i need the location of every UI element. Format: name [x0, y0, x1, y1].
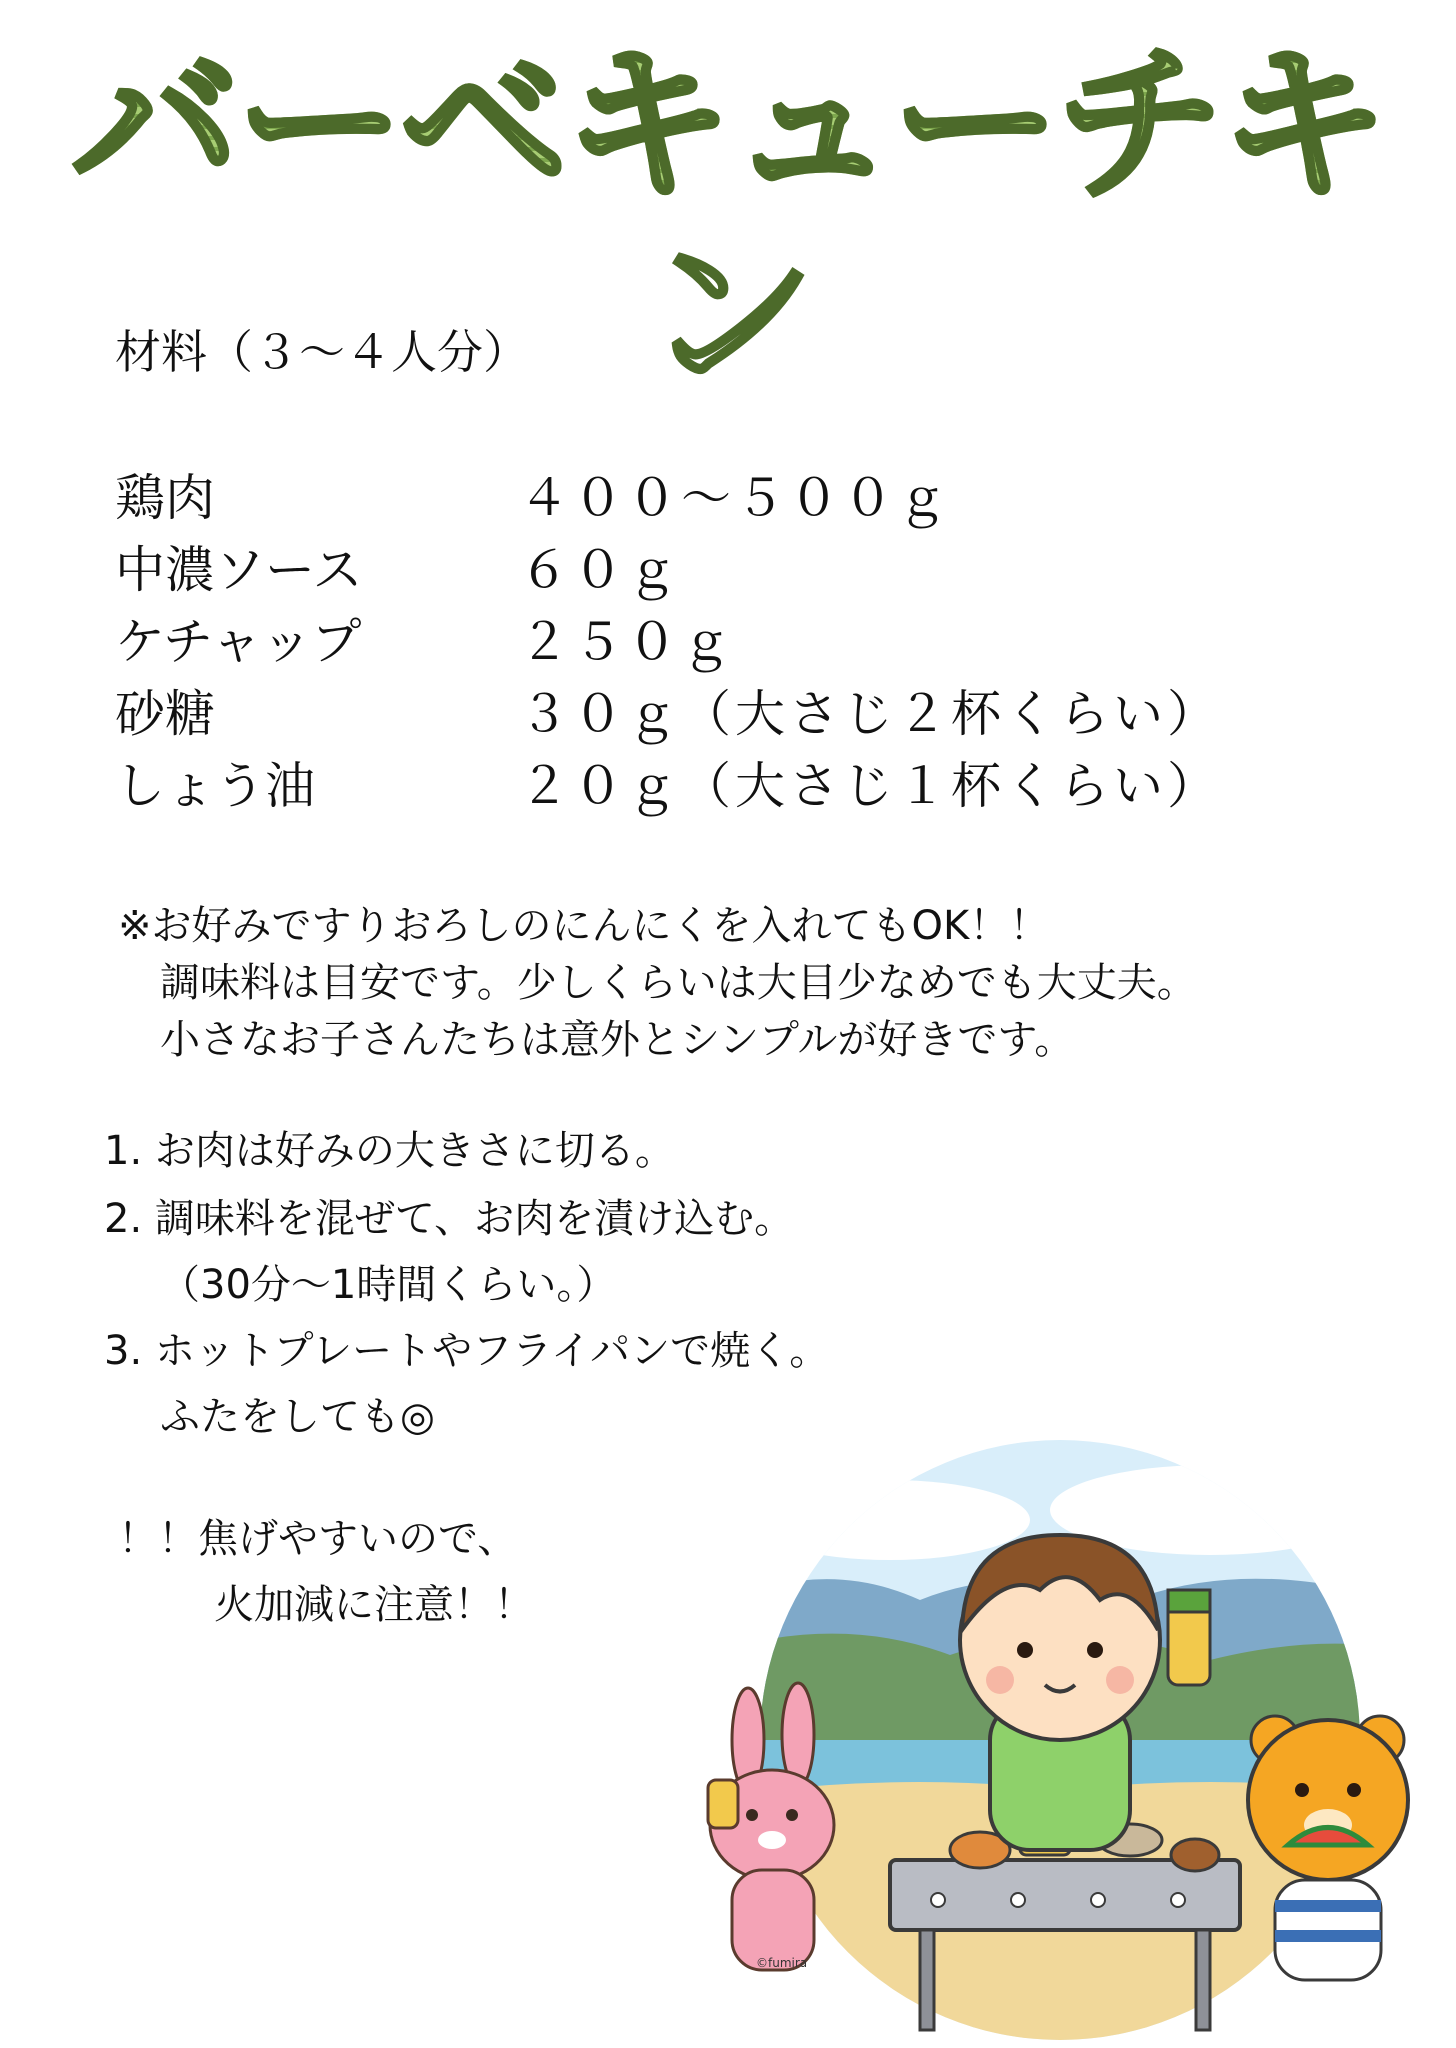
ingredient-amount: ２５０ｇ [519, 613, 735, 671]
ingredient-amount: ４００～５００ｇ [519, 469, 951, 527]
ingredient-name: 鶏肉 [115, 469, 215, 527]
ingredient-row [115, 678, 1315, 750]
ingredients-heading: 材料（３～４人分） [115, 325, 529, 379]
ingredient-row [115, 462, 1315, 534]
ingredient-row [115, 606, 1315, 678]
warning-line: 火加減に注意！！ [214, 1582, 534, 1628]
note-line: 小さなお子さんたちは意外とシンプルが好きです。 [160, 1017, 1075, 1063]
ingredient-row [115, 534, 1315, 606]
ingredient-name: 中濃ソース [115, 541, 363, 599]
note-line: ※お好みですりおろしのにんにくを入れてもOK！！ [118, 903, 1050, 949]
note-line: 調味料は目安です。少しくらいは大目少なめでも大丈夫。 [160, 960, 1197, 1006]
bbq-illustration [690, 1440, 1430, 2040]
ingredient-name: ケチャップ [115, 613, 362, 671]
ingredient-name: 砂糖 [115, 685, 215, 743]
step-line: （30分～1時間くらい。） [160, 1262, 617, 1308]
page-title: バーベキューチキン [0, 30, 1456, 220]
ingredient-name: しょう油 [115, 757, 315, 815]
step-line: 3. ホットプレートやフライパンで焼く。 [104, 1328, 830, 1374]
warning-line: ！！焦げやすいので、 [118, 1516, 518, 1562]
ingredient-amount: ６０ｇ [519, 541, 681, 599]
step-line: 2. 調味料を混ぜて、お肉を漬け込む。 [104, 1196, 795, 1242]
ingredient-amount: ３０ｇ（大さじ２杯くらい） [519, 685, 1221, 743]
ingredient-amount: ２０ｇ（大さじ１杯くらい） [519, 757, 1221, 815]
step-line: 1. お肉は好みの大きさに切る。 [104, 1128, 675, 1174]
illustration-credit: ©fumira [756, 1956, 808, 1970]
ingredient-row [115, 750, 1315, 822]
step-line: ふたをしても◎ [160, 1394, 435, 1440]
